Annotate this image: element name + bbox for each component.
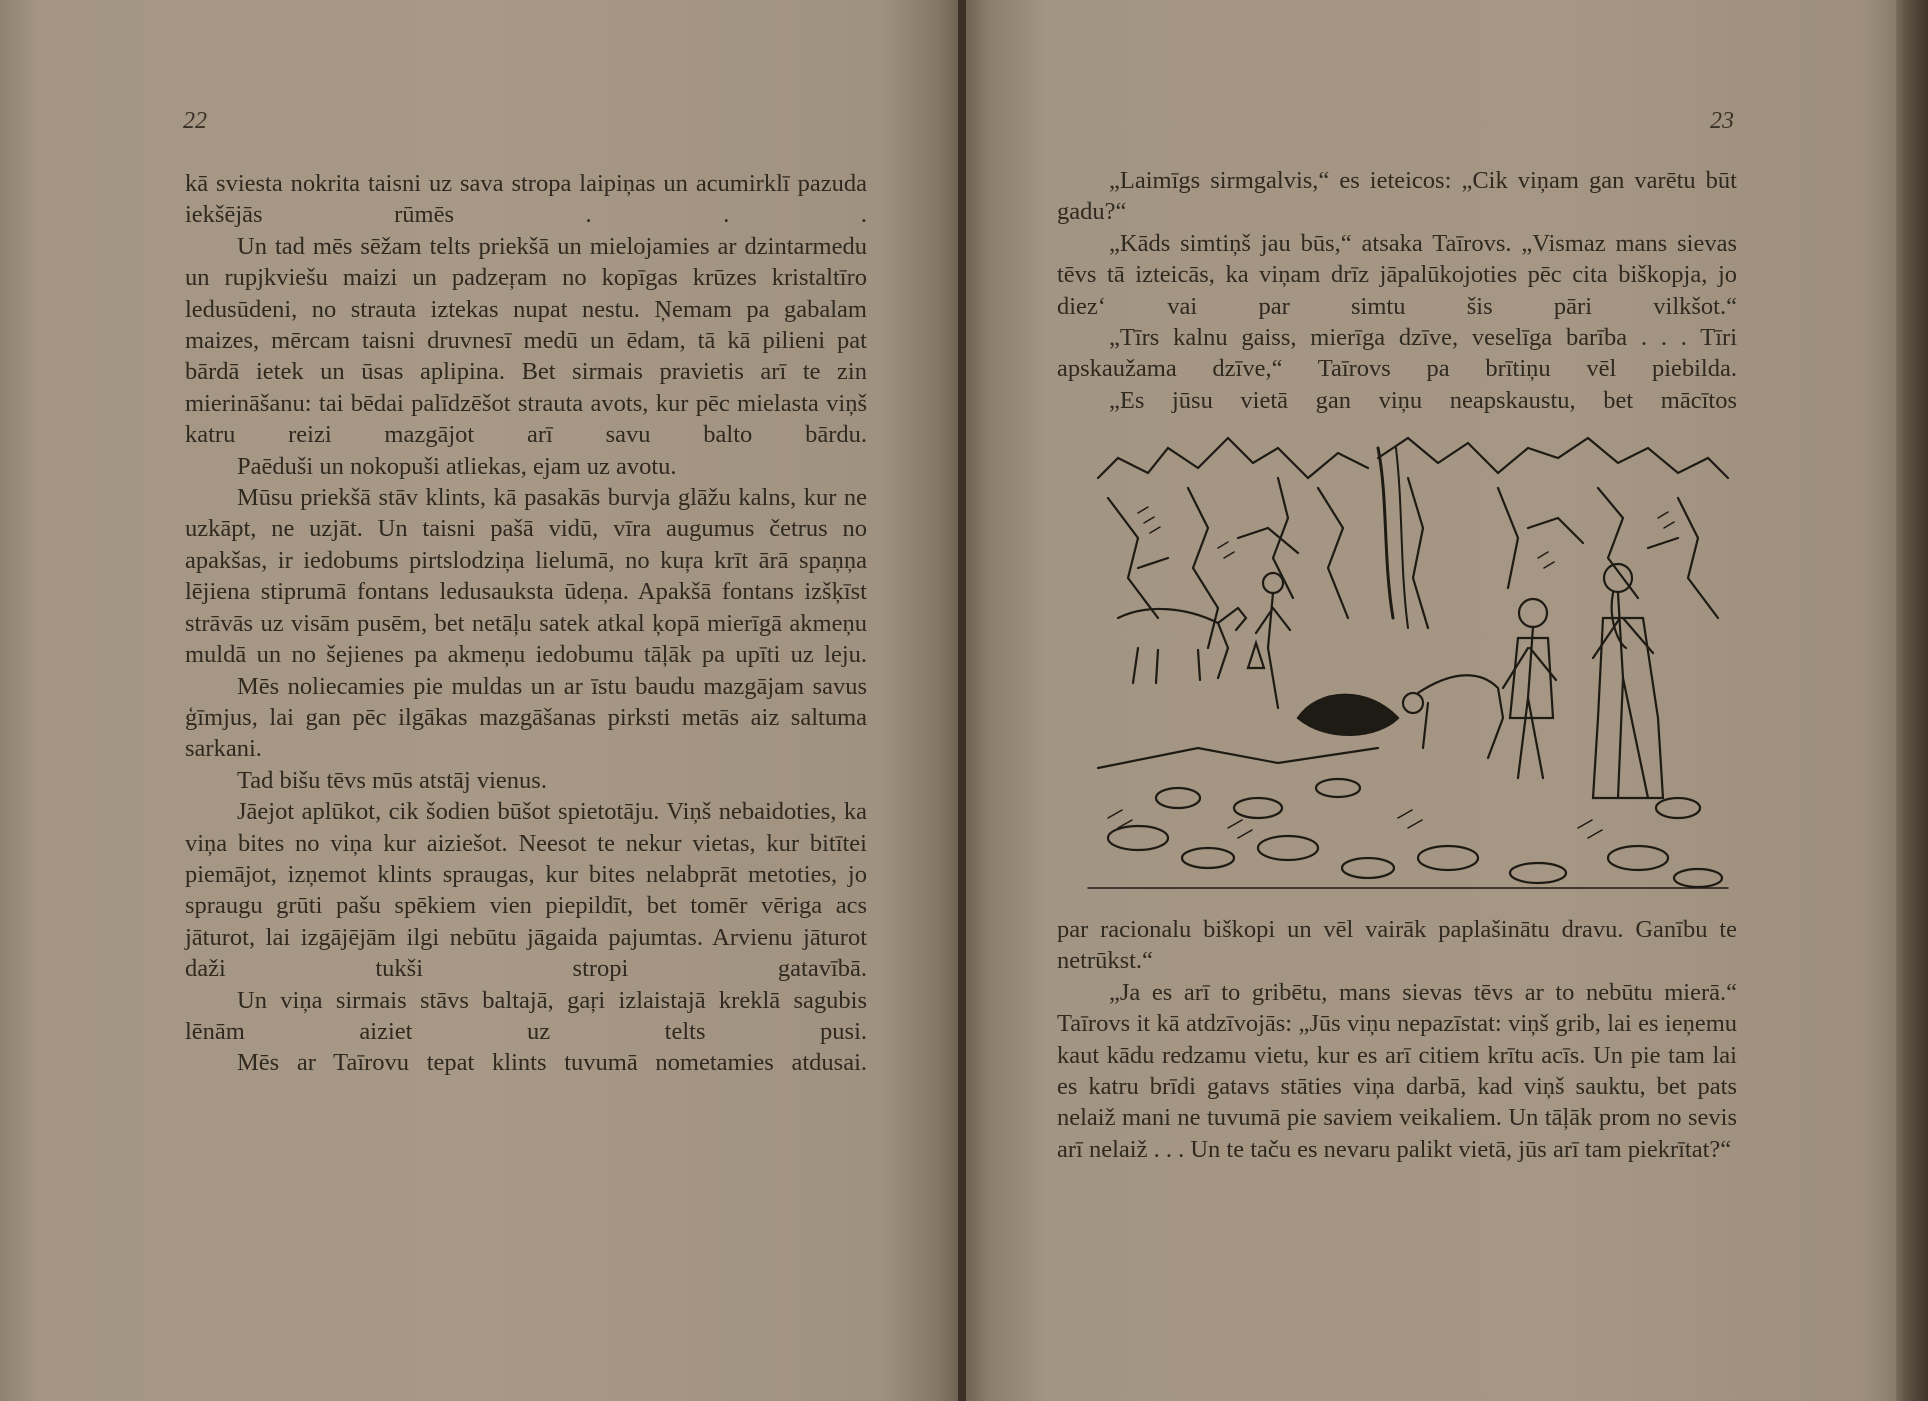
paragraph: „Tīrs kalnu gaiss, mierīga dzīve, veselīga barība . . . Tīri apskaužama dzīve,“ Taīrovs pa brītiņu vēl piebilda. <box>1057 324 1737 383</box>
paragraph: Jāejot aplūkot, cik šodien būšot spietotāju. Viņš nebaidoties, ka viņa bites no viņa kur aiziešot. Neesot te nekur vietas, kur bitītei piemājot, izņemot klints spraugas, kur bites nelabprāt metoties, jo spraugu grūti pašu spēkiem vien piepildīt, bet tomēr vēriga acs jāturot, lai izgājējām ilgi nebūtu jāgaida pajumtas. Arvienu jāturot daži tukši stropi gatavībā. <box>185 798 867 983</box>
engraving-illustration <box>1078 418 1740 896</box>
paragraph: Mēs noliecamies pie muldas un ar īstu baudu mazgājam savus ģīmjus, lai gan pēc ilgākas mazgāšanas pirksti metās aiz saltuma sarkani. <box>185 672 867 763</box>
paragraph: „Ja es arī to gribētu, mans sievas tēvs ar to nebūtu mierā.“ Taīrovs it kā atdzīvojās: „Jūs viņu nepazīstat: viņš grib, lai es ieņemu kaut kādu redzamu vietu, kur es arī citiem krītu acīs. Un pie tam lai es katru brīdi gatavs stāties viņa darbā, kad viņš sauktu, bet pats nelaiž mani ne tuvumā pie saviem veikaliem. Un tāļāk prom no sevis arī nelaiž . . . Un te taču es nevaru palikt vietā, jūs arī tam piekrītat?“ <box>1057 978 1737 1163</box>
left-page <box>0 0 958 1401</box>
paragraph: Paēduši un nokopuši atliekas, ejam uz avotu. <box>237 452 677 480</box>
right-page-text-bottom <box>1057 914 1737 1165</box>
right-page-text-top <box>1057 165 1737 416</box>
left-page-text <box>185 168 867 1079</box>
paragraph: kā sviesta nokrita taisni uz sava stropa laipiņas un acumirklī pazuda iekšējās rūmēs . . . <box>185 170 867 229</box>
book-gutter <box>958 0 966 1401</box>
book-page-edges <box>1896 0 1928 1401</box>
paragraph: Mūsu priekšā stāv klints, kā pasakās burvja glāžu kalns, kur ne uzkāpt, ne uzjāt. Un taisni pašā vidū, vīra augumus četrus no apakšas, ir iedobums pirtslodziņa lielumā, no kuŗa krīt ārā spaņņa lējiena stiprumā fontans ledusauksta ūdeņa. Apakšā fontans izšķīst strāvās uz visām pusēm, bet netāļu satek atkal ķopā mierīgā akmeņu muldā un no šejienes pa akmeņu iedobumu tāļāk pa upīti uz leju. <box>185 484 867 669</box>
page-number-right: 23 <box>1710 108 1734 134</box>
paragraph: „Kāds simtiņš jau būs,“ atsaka Taīrovs. „Vismaz mans sievas tēvs tā izteicās, ka viņam drīz jāpalūkojoties pēc cita biškopja, jo diez‘ vai par simtu šis pāri vilkšot.“ <box>1057 229 1737 320</box>
paragraph: par racionalu biškopi un vēl vairāk paplašinātu dravu. Ganību te netrūkst.“ <box>1057 916 1737 975</box>
page-number-left: 22 <box>183 108 207 134</box>
paragraph: Un viņa sirmais stāvs baltajā, gaŗi izlaistajā kreklā sagubis lēnām aiziet uz telts pusi. <box>185 986 867 1045</box>
paragraph: „Laimīgs sirmgalvis,“ es ieteicos: „Cik viņam gan varētu būt gadu?“ <box>1057 167 1737 226</box>
illustration-drawing <box>1078 418 1740 896</box>
paragraph: „Es jūsu vietā gan viņu neapskaustu, bet mācītos <box>1109 386 1737 414</box>
paragraph: Un tad mēs sēžam telts priekšā un mielojamies ar dzintarmedu un rupjkviešu maizi un padzeŗam no kopīgas krūzes kristaltīro ledusūdeni, no strauta iztekas nupat nestu. Ņemam pa gabalam maizes, mērcam taisni druvnesī medū un ēdam, tā kā pilieni pat bārdā ietek un ūsas aplipina. Bet sirmais pravietis arī te zin mierināšanu: tai bēdai palīdzēšot strauta avots, kur pēc mielasta viņš katru reizi mazgājot arī savu balto bārdu. <box>185 232 867 449</box>
paragraph: Tad bišu tēvs mūs atstāj vienus. <box>237 766 547 794</box>
paragraph: Mēs ar Taīrovu tepat klints tuvumā nometamies atdusai. <box>237 1049 867 1077</box>
